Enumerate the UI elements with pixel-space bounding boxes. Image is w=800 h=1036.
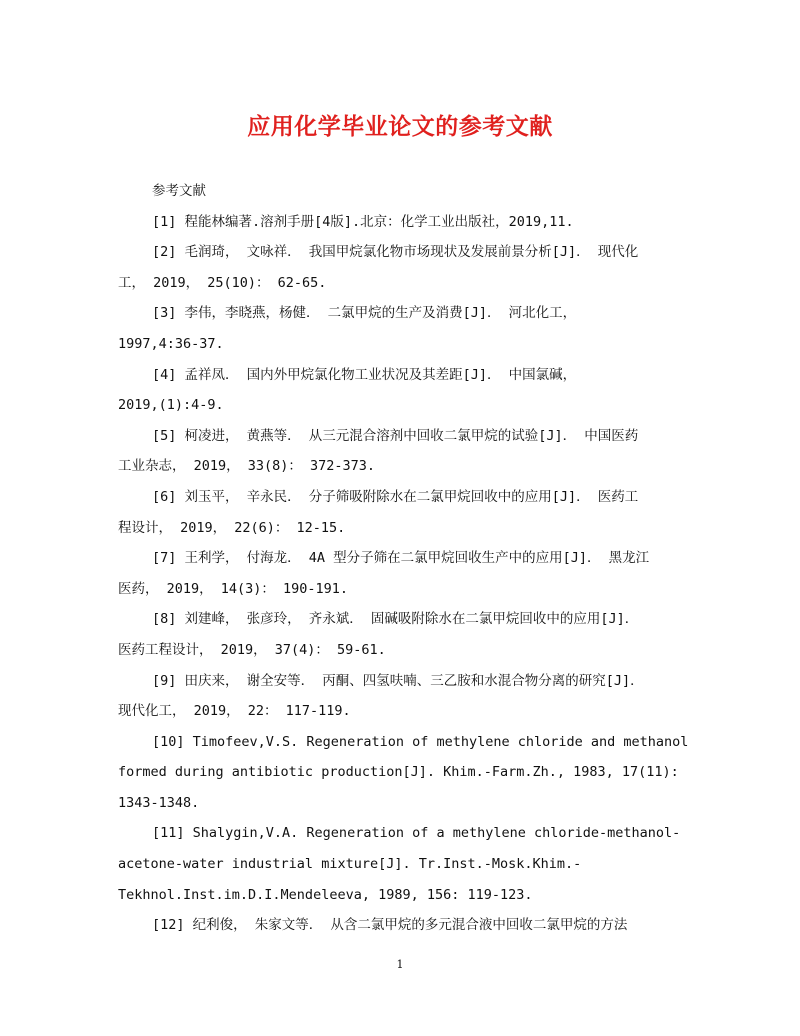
reference-item <box>118 360 678 421</box>
reference-line: 1343-1348. <box>118 794 200 811</box>
reference-line: acetone-water industrial mixture[J]. Tr.Inst.-Mosk.Khim.- <box>118 856 582 873</box>
reference-line: [4] 孟祥凤． 国内外甲烷氯化物工业状况及其差距[J]． 中国氯碱， <box>152 366 577 383</box>
reference-line: 工， 2019， 25(10)： 62-65. <box>118 274 327 291</box>
reference-line: 1997,4:36-37. <box>118 335 224 352</box>
reference-item <box>118 543 678 604</box>
reference-item <box>118 298 678 359</box>
reference-item <box>118 604 678 665</box>
reference-item <box>118 482 678 543</box>
reference-line: [9] 田庆来， 谢全安等． 丙酮、四氢呋喃、三乙胺和水混合物分离的研究[J]． <box>152 672 644 689</box>
reference-line: [7] 王利学， 付海龙． 4A 型分子筛在二氯甲烷回收生产中的应用[J]． 黑龙江 <box>152 550 650 567</box>
reference-line: [1] 程能林编著.溶剂手册[4版].北京：化学工业出版社，2019,11. <box>152 213 574 230</box>
page-number: 1 <box>396 958 404 971</box>
reference-line: [5] 柯凌进， 黄燕等． 从三元混合溶剂中回收二氯甲烷的试验[J]． 中国医药 <box>152 427 639 444</box>
reference-line: 现代化工， 2019， 22： 117-119. <box>118 703 351 720</box>
reference-line: formed during antibiotic production[J]. Khim.-Farm.Zh., 1983, 17(11): <box>118 764 679 781</box>
reference-item <box>118 818 681 910</box>
reference-line: Tekhnol.Inst.im.D.I.Mendeleeva, 1989, 156: 119-123. <box>118 886 533 903</box>
reference-item <box>118 237 678 298</box>
reference-item <box>118 666 678 727</box>
document-body <box>118 176 689 941</box>
reference-line: 程设计， 2019， 22(6)： 12-15. <box>118 519 346 536</box>
reference-item <box>118 207 678 238</box>
reference-line: [2] 毛润琦， 文咏祥． 我国甲烷氯化物市场现状及发展前景分析[J]． 现代化 <box>152 244 639 261</box>
reference-line: [8] 刘建峰， 张彦玲， 齐永斌． 固碱吸附除水在二氯甲烷回收中的应用[J]． <box>152 611 639 628</box>
section-heading-text: 参考文献 <box>152 183 206 199</box>
reference-line: 医药， 2019， 14(3)： 190-191. <box>118 580 349 597</box>
document-title: 应用化学毕业论文的参考文献 <box>247 113 553 140</box>
reference-line: 医药工程设计， 2019， 37(4)： 59-61. <box>118 641 386 658</box>
reference-item <box>118 727 689 819</box>
reference-item <box>118 421 678 482</box>
reference-line: 2019,(1):4-9. <box>118 397 224 414</box>
reference-line: [10] Timofeev,V.S. Regeneration of methylene chloride and methanol <box>152 733 689 750</box>
reference-line: [3] 李伟，李晓燕，杨健． 二氯甲烷的生产及消费[J]． 河北化工， <box>152 305 577 322</box>
reference-line: [12] 纪利俊， 朱家文等． 从含二氯甲烷的多元混合液中回收二氯甲烷的方法 <box>152 917 628 934</box>
section-heading <box>118 176 678 207</box>
reference-item <box>118 910 678 941</box>
reference-line: [11] Shalygin,V.A. Regeneration of a methylene chloride-methanol- <box>152 825 681 842</box>
reference-line: 工业杂志， 2019， 33(8)： 372-373. <box>118 458 376 475</box>
reference-line: [6] 刘玉平， 辛永民． 分子筛吸附除水在二氯甲烷回收中的应用[J]． 医药工 <box>152 488 639 505</box>
